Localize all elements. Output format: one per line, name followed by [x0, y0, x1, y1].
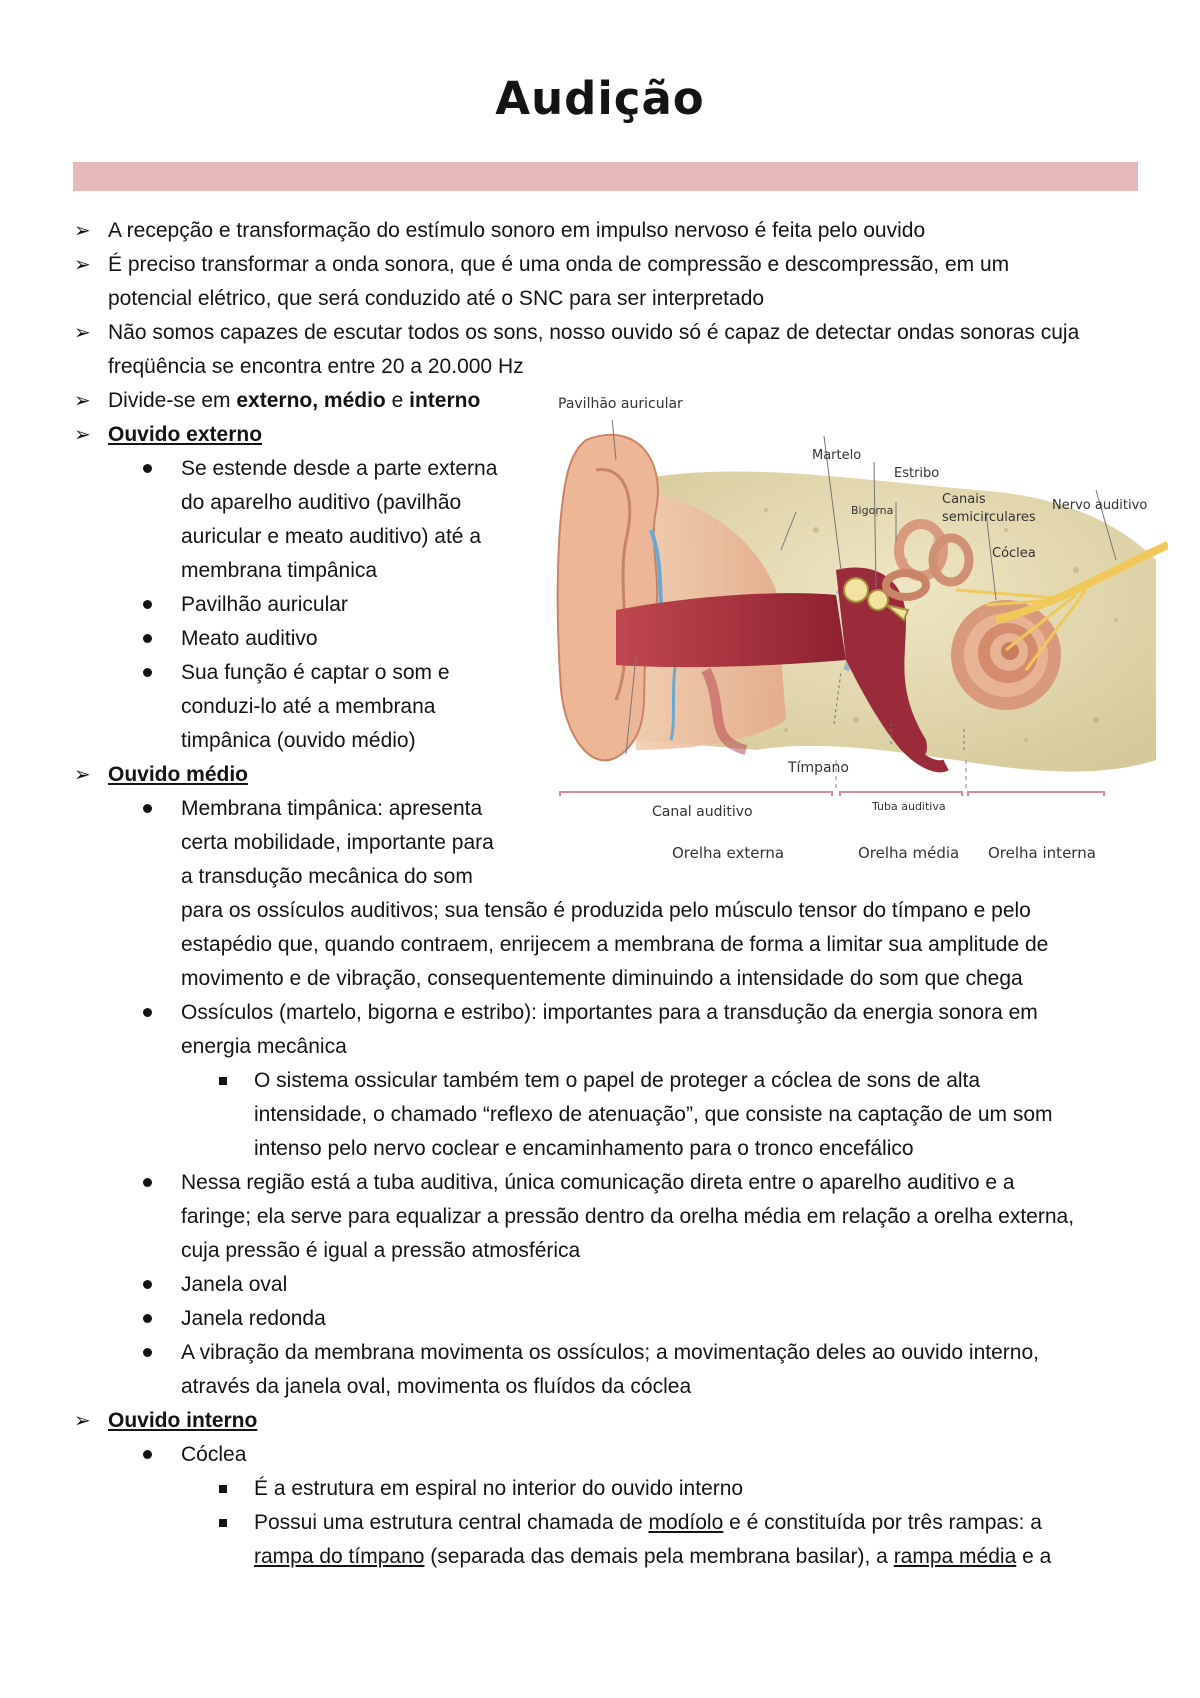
section-heading-externo: Ouvido externo — [108, 423, 263, 446]
label-tuba: Tuba auditiva — [872, 800, 946, 813]
label-bigorna: Bigorna — [851, 504, 894, 517]
arrow-bullet-icon: ➢ — [74, 424, 91, 446]
medio-subitem-1-line-2: intensidade, o chamado “reflexo de atenuação”, que consiste na captação de um som — [254, 1103, 1053, 1126]
medio-item-1-line-5: estapédio que, quando contraem, enrijecem a membrana de forma a limitar sua amplitude de — [181, 933, 1049, 956]
intro-bullet-3-line-1: Não somos capazes de escutar todos os sons, nosso ouvido só é capaz de detectar ondas sonoras cuja — [108, 321, 1080, 344]
bullet-dot-icon — [143, 804, 152, 813]
bullet-dot-icon — [143, 464, 152, 473]
medio-item-1-line-3: a transdução mecânica do som — [181, 865, 473, 888]
bullet-dot-icon — [143, 1008, 152, 1017]
externo-item-2: Pavilhão auricular — [181, 593, 348, 616]
externo-item-1-line-2: do aparelho auditivo (pavilhão — [181, 491, 462, 514]
medio-item-3-line-2: faringe; ela serve para equalizar a pressão dentro da orelha média em relação a orelha externa, — [181, 1205, 1075, 1228]
bullet-square-icon — [219, 1077, 227, 1085]
arrow-bullet-icon: ➢ — [74, 220, 91, 242]
medio-item-6-line-1: A vibração da membrana movimenta os ossículos; a movimentação deles ao ouvido interno, — [181, 1341, 1039, 1364]
interno-subitem-2-line-2: rampa do tímpano (separada das demais pela membrana basilar), a rampa média e a — [254, 1545, 1052, 1568]
medio-item-5: Janela redonda — [181, 1307, 326, 1330]
intro-bullet-4: Divide-se em externo, médio e interno — [108, 389, 481, 412]
externo-item-4-line-2: conduzi-lo até a membrana — [181, 695, 436, 718]
medio-item-1-line-2: certa mobilidade, importante para — [181, 831, 494, 854]
label-timpano: Tímpano — [788, 760, 849, 776]
arrow-bullet-icon: ➢ — [74, 322, 91, 344]
medio-item-1-line-1: Membrana timpânica: apresenta — [181, 797, 483, 820]
bullet-dot-icon — [143, 600, 152, 609]
medio-item-2-line-1: Ossículos (martelo, bigorna e estribo): importantes para a transdução da energia sonora em — [181, 1001, 1038, 1024]
title-divider — [73, 162, 1138, 191]
label-pavilhao: Pavilhão auricular — [558, 396, 683, 412]
medio-subitem-1-line-3: intenso pelo nervo coclear e encaminhamento para o tronco encefálico — [254, 1137, 914, 1160]
ear-anatomy-illustration — [556, 420, 1168, 868]
medio-item-6-line-2: através da janela oval, movimenta os fluídos da cóclea — [181, 1375, 692, 1398]
label-orelha-interna: Orelha interna — [988, 844, 1096, 862]
bullet-dot-icon — [143, 1280, 152, 1289]
bullet-dot-icon — [143, 1314, 152, 1323]
bullet-square-icon — [219, 1485, 227, 1493]
page-title: Audição — [495, 72, 705, 125]
label-estribo: Estribo — [894, 466, 940, 481]
label-orelha-media: Orelha média — [858, 844, 960, 862]
label-canal: Canal auditivo — [652, 804, 753, 820]
medio-item-1-line-6: movimento e de vibração, consequentemente diminuindo a intensidade do som que chega — [181, 967, 1023, 990]
label-canais-2: semicirculares — [942, 510, 1036, 525]
label-canais-1: Canais — [942, 492, 986, 507]
bullet-dot-icon — [143, 1450, 152, 1459]
medio-item-4: Janela oval — [181, 1273, 288, 1296]
bullet-dot-icon — [143, 634, 152, 643]
bullet-dot-icon — [143, 668, 152, 677]
section-heading-medio: Ouvido médio — [108, 763, 249, 786]
label-coclea: Cóclea — [992, 546, 1036, 561]
medio-item-2-line-2: energia mecânica — [181, 1035, 347, 1058]
medio-item-3-line-1: Nessa região está a tuba auditiva, única comunicação direta entre o aparelho auditivo e a — [181, 1171, 1015, 1194]
externo-item-1-line-3: auricular e meato auditivo) até a — [181, 525, 481, 548]
externo-item-3: Meato auditivo — [181, 627, 318, 650]
arrow-bullet-icon: ➢ — [74, 764, 91, 786]
label-martelo: Martelo — [812, 448, 862, 463]
interno-subitem-2-line-1: Possui uma estrutura central chamada de modíolo e é constituída por três rampas: a — [254, 1511, 1042, 1534]
medio-item-1-line-4: para os ossículos auditivos; sua tensão é produzida pelo músculo tensor do tímpano e pelo — [181, 899, 1031, 922]
section-heading-interno: Ouvido interno — [108, 1409, 258, 1432]
interno-subitem-1: É a estrutura em espiral no interior do ouvido interno — [254, 1477, 744, 1500]
bullet-dot-icon — [143, 1178, 152, 1187]
medio-subitem-1-line-1: O sistema ossicular também tem o papel de proteger a cóclea de sons de alta — [254, 1069, 981, 1092]
bullet-square-icon — [219, 1519, 227, 1527]
bullet-dot-icon — [143, 1348, 152, 1357]
label-orelha-externa: Orelha externa — [672, 844, 785, 862]
arrow-bullet-icon: ➢ — [74, 1410, 91, 1432]
label-nervo: Nervo auditivo — [1052, 498, 1148, 513]
arrow-bullet-icon: ➢ — [74, 254, 91, 276]
arrow-bullet-icon: ➢ — [74, 390, 91, 412]
intro-bullet-1: A recepção e transformação do estímulo sonoro em impulso nervoso é feita pelo ouvido — [108, 219, 926, 242]
externo-item-1-line-1: Se estende desde a parte externa — [181, 457, 498, 480]
externo-item-1-line-4: membrana timpânica — [181, 559, 378, 582]
intro-bullet-3-line-2: freqüência se encontra entre 20 a 20.000 Hz — [108, 355, 524, 378]
interno-item-1: Cóclea — [181, 1443, 247, 1466]
externo-item-4-line-3: timpânica (ouvido médio) — [181, 729, 416, 752]
intro-bullet-2-line-2: potencial elétrico, que será conduzido até o SNC para ser interpretado — [108, 287, 765, 310]
intro-bullet-2-line-1: É preciso transformar a onda sonora, que é uma onda de compressão e descompressão, em um — [108, 253, 1010, 276]
medio-item-3-line-3: cuja pressão é igual a pressão atmosférica — [181, 1239, 581, 1262]
ear-anatomy-figure — [556, 396, 1168, 868]
externo-item-4-line-1: Sua função é captar o som e — [181, 661, 450, 684]
